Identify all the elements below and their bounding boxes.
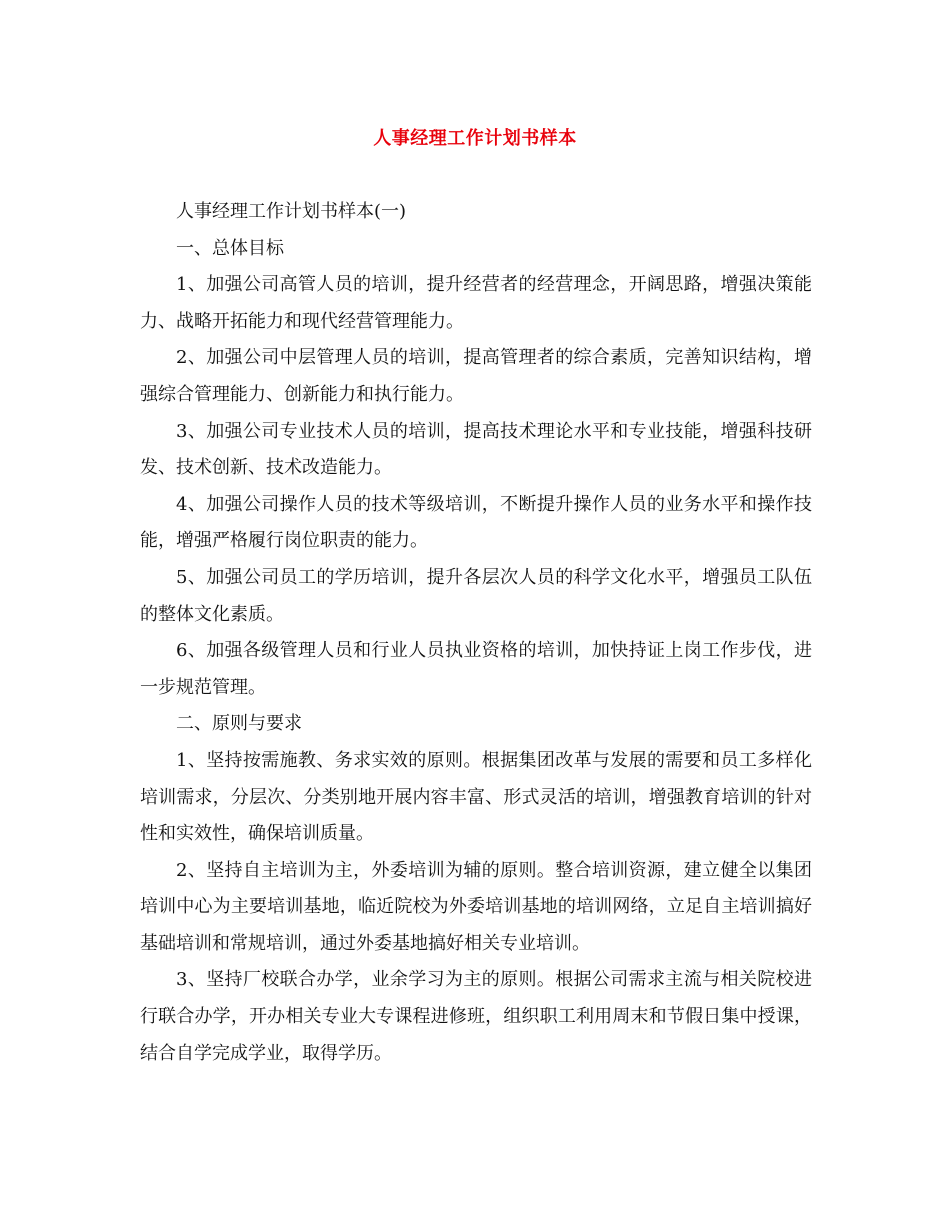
paragraph-goal-4: 4、加强公司操作人员的技术等级培训，不断提升操作人员的业务水平和操作技能，增强严格履行岗位职责的能力。 xyxy=(140,493,812,552)
paragraph-goal-2: 2、加强公司中层管理人员的培训，提高管理者的综合素质，完善知识结构，增强综合管理能力、创新能力和执行能力。 xyxy=(140,347,812,405)
document-title: 人事经理工作计划书样本 xyxy=(373,128,577,149)
paragraph-goal-1: 1、加强公司高管人员的培训，提升经营者的经营理念，开阔思路，增强决策能力、战略开拓能力和现代经营管理能力。 xyxy=(140,274,812,332)
paragraph-subtitle: 人事经理工作计划书样本(一) xyxy=(176,201,407,222)
document-body xyxy=(140,194,812,1072)
paragraph-principle-2: 2、坚持自主培训为主，外委培训为辅的原则。整合培训资源，建立健全以集团培训中心为主要培训基地，临近院校为外委培训基地的培训网络，立足自主培训搞好基础培训和常规培训，通过外委基地搞好相关专业培训。 xyxy=(140,859,812,954)
paragraph-principle-1: 1、坚持按需施教、务求实效的原则。根据集团改革与发展的需要和员工多样化培训需求，分层次、分类别地开展内容丰富、形式灵活的培训，增强教育培训的针对性和实效性，确保培训质量。 xyxy=(140,749,812,845)
paragraph-goal-3: 3、加强公司专业技术人员的培训，提高技术理论水平和专业技能，增强科技研发、技术创新、技术改造能力。 xyxy=(140,420,812,479)
paragraph-goal-5: 5、加强公司员工的学历培训，提升各层次人员的科学文化水平，增强员工队伍的整体文化素质。 xyxy=(140,566,812,625)
section-heading-principles: 二、原则与要求 xyxy=(176,713,302,735)
paragraph-principle-3: 3、坚持厂校联合办学，业余学习为主的原则。根据公司需求主流与相关院校进行联合办学，开办相关专业大专课程进修班，组织职工利用周末和节假日集中授课，结合自学完成学业，取得学历。 xyxy=(140,969,812,1064)
paragraph-goal-6: 6、加强各级管理人员和行业人员执业资格的培训，加快持证上岗工作步伐，进一步规范管理。 xyxy=(140,640,812,698)
section-heading-goals: 一、总体目标 xyxy=(176,237,284,259)
